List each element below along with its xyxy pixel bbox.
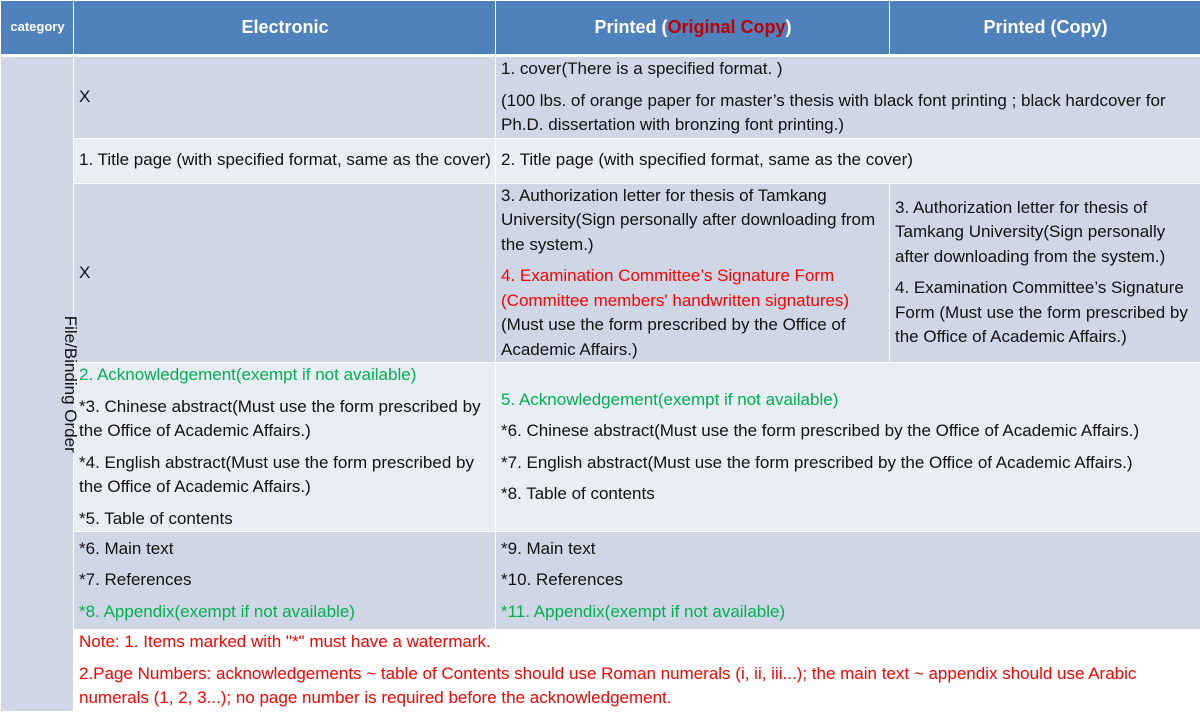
auth-orig-line1: 3. Authorization letter for thesis of Tamkang University(Sign personally after downloading from the system.) <box>501 184 885 258</box>
header-category: category <box>1 1 74 56</box>
fm-electronic-item: 2. Acknowledgement(exempt if not available) <box>79 363 491 388</box>
fm-printed-item: 5. Acknowledgement(exempt if not available) <box>501 388 1196 413</box>
note-2: 2.Page Numbers: acknowledgements ~ table of Contents should use Roman numerals (i, ii, iii...); the main text ~ appendix should use Arabic numerals (1, 2, 3...); no page number is required before the acknowledgement. <box>79 662 1196 711</box>
notes-cell <box>74 630 1200 712</box>
authorization-printed-copy <box>890 183 1200 363</box>
cover-printed-line1: 1. cover(There is a specified format. ) <box>501 57 1196 82</box>
original-copy-highlight: Original Copy <box>668 17 786 37</box>
main-electronic-item: *8. Appendix(exempt if not available) <box>79 600 491 625</box>
header-electronic: Electronic <box>74 1 496 56</box>
main-electronic-item: *6. Main text <box>79 537 491 562</box>
row-main-text <box>1 532 1200 630</box>
main-electronic <box>74 532 496 630</box>
auth-copy-line2: 4. Examination Committee’s Signature Form (Must use the form prescribed by the Office of Academic Affairs.) <box>895 276 1196 350</box>
note-1: Note: 1. Items marked with "*" must have a watermark. <box>79 630 1196 655</box>
header-row <box>1 1 1200 56</box>
row-cover <box>1 56 1200 139</box>
fm-electronic-item: *3. Chinese abstract(Must use the form prescribed by the Office of Academic Affairs.) <box>79 395 491 444</box>
committee-form-red: 4. Examination Committee’s Signature Form (Committee members' handwritten signatures) <box>501 266 849 310</box>
title-electronic: 1. Title page (with specified format, same as the cover) <box>74 138 496 183</box>
cover-printed-line2: (100 lbs. of orange paper for master’s thesis with black font printing ; black hardcover for Ph.D. dissertation with bronzing font printing.) <box>501 89 1196 138</box>
title-printed: 2. Title page (with specified format, same as the cover) <box>496 138 1200 183</box>
authorization-printed-original <box>496 183 890 363</box>
main-printed-item: *10. References <box>501 568 1196 593</box>
auth-orig-line2: 4. Examination Committee’s Signature Form (Committee members' handwritten signatures) (Must use the form prescribed by the Office of Academic Affairs.) <box>501 264 885 362</box>
main-printed <box>496 532 1200 630</box>
row-notes <box>1 630 1200 712</box>
main-electronic-item: *7. References <box>79 568 491 593</box>
row-authorization <box>1 183 1200 363</box>
auth-copy-line1: 3. Authorization letter for thesis of Tamkang University(Sign personally after downloading from the system.) <box>895 196 1196 270</box>
header-printed-copy: Printed (Copy) <box>890 1 1200 56</box>
category-cell <box>1 56 74 712</box>
cover-printed <box>496 56 1200 139</box>
fm-printed-item: *6. Chinese abstract(Must use the form prescribed by the Office of Academic Affairs.) <box>501 419 1196 444</box>
front-matter-printed <box>496 363 1200 532</box>
row-front-matter <box>1 363 1200 532</box>
main-printed-item: *11. Appendix(exempt if not available) <box>501 600 1196 625</box>
fm-printed-item: *7. English abstract(Must use the form prescribed by the Office of Academic Affairs.) <box>501 451 1196 476</box>
fm-electronic-item: *5. Table of contents <box>79 507 491 532</box>
authorization-electronic: X <box>74 183 496 363</box>
row-title-page <box>1 138 1200 183</box>
main-printed-item: *9. Main text <box>501 537 1196 562</box>
front-matter-electronic <box>74 363 496 532</box>
fm-printed-item: *8. Table of contents <box>501 482 1196 507</box>
header-printed-original: Printed (Original Copy) <box>496 1 890 56</box>
category-label: File/Binding Order <box>57 315 82 452</box>
fm-electronic-item: *4. English abstract(Must use the form prescribed by the Office of Academic Affairs.) <box>79 451 491 500</box>
cover-electronic: X <box>74 56 496 139</box>
